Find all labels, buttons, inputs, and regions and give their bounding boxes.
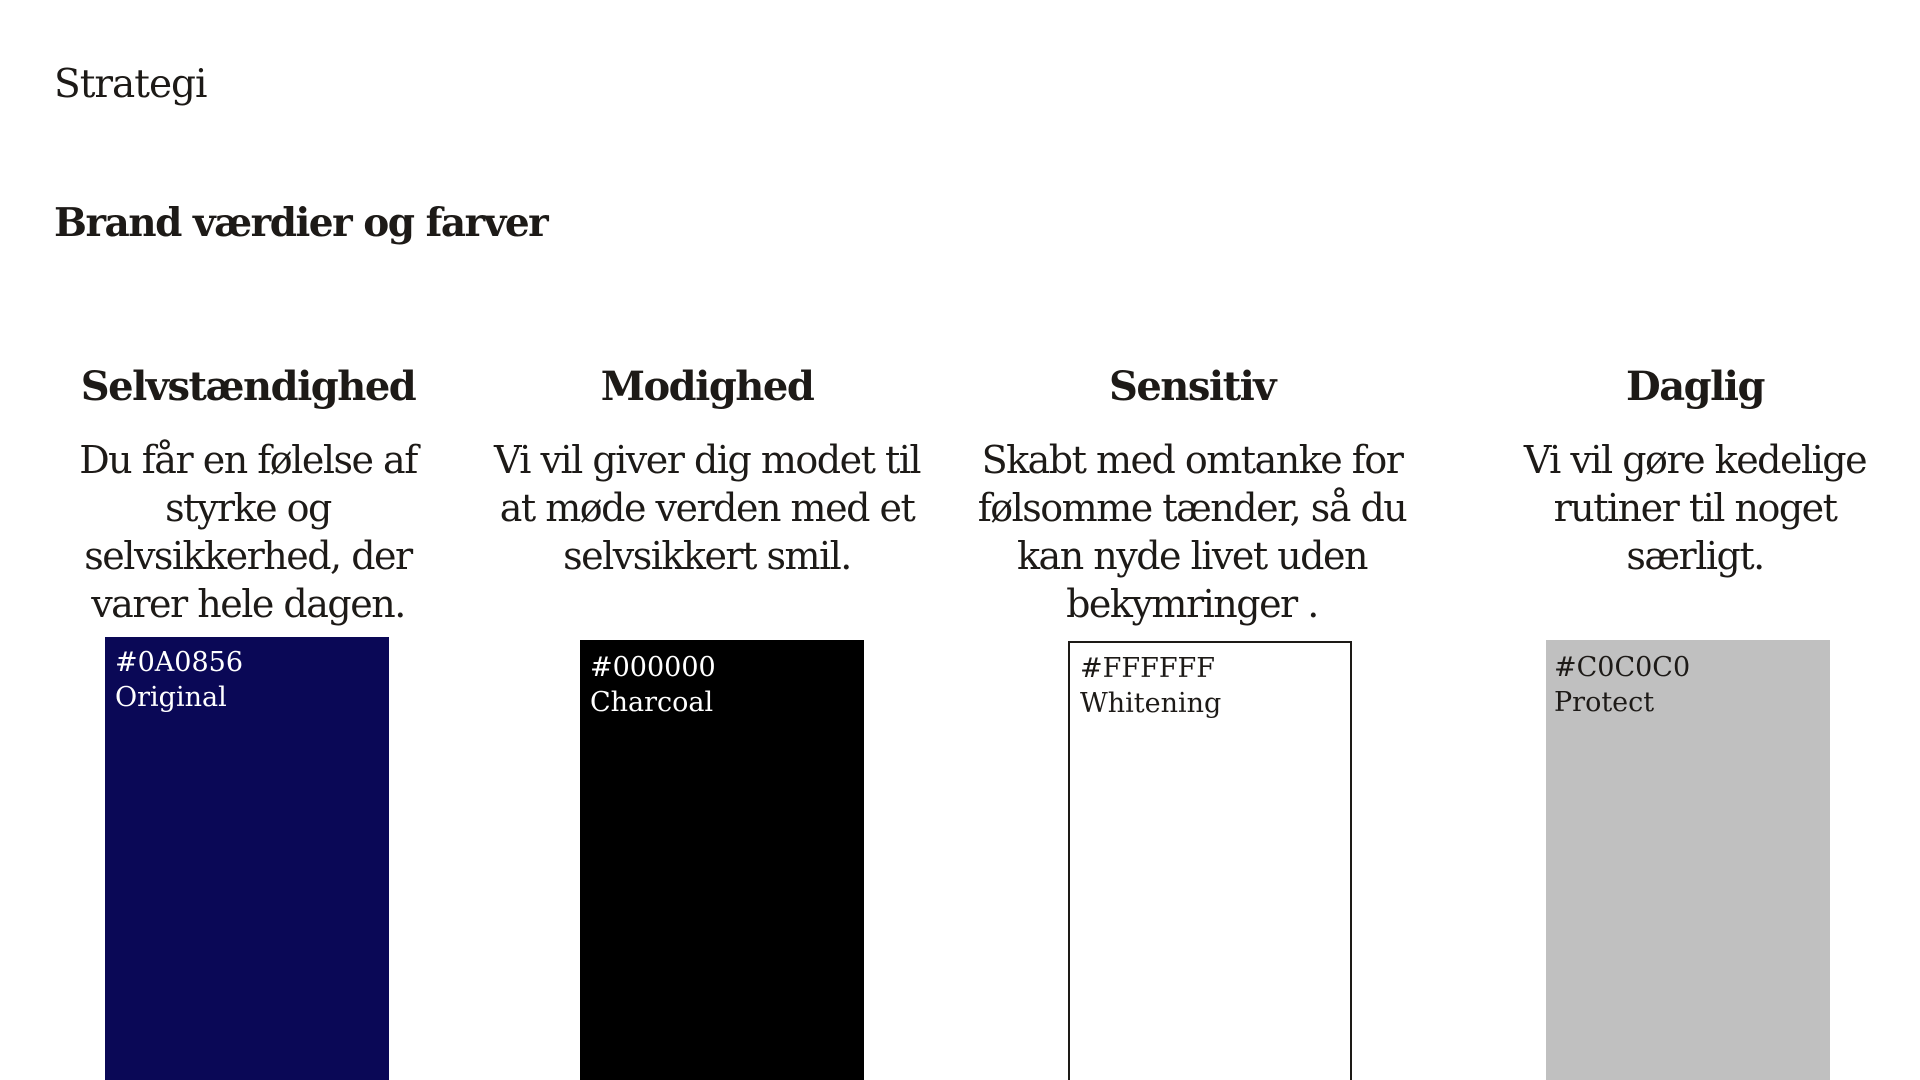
swatch-name: Protect [1554, 687, 1655, 718]
color-swatch-original [105, 637, 389, 1080]
swatch-hex: #C0C0C0 [1554, 652, 1691, 683]
value-title: Sensitiv [1108, 363, 1276, 410]
swatch-hex: #FFFFFF [1080, 653, 1216, 684]
swatch-hex: #0A0856 [115, 647, 244, 678]
value-description: Vi vil gøre kedelige rutiner til noget særligt. [1523, 438, 1867, 578]
section-label: Strategi [54, 62, 207, 107]
value-column-daglig [1520, 362, 1870, 580]
value-column-modighed [492, 362, 922, 580]
value-description: Vi vil giver dig modet til at møde verden med et selvsikkert smil. [493, 438, 921, 578]
color-swatch-protect [1546, 640, 1830, 1080]
value-column-selvstaendighed [38, 362, 458, 628]
value-title: Modighed [600, 363, 814, 410]
value-description: Du får en følelse af styrke og selvsikkerhed, der varer hele dagen. [79, 438, 417, 626]
page-title: Brand værdier og farver [54, 200, 548, 246]
value-description: Skabt med omtanke for følsomme tænder, så du kan nyde livet uden bekymringer . [977, 438, 1407, 626]
swatch-name: Whitening [1080, 688, 1222, 719]
swatch-hex: #000000 [590, 652, 716, 683]
value-column-sensitiv [952, 362, 1432, 628]
value-title: Daglig [1626, 363, 1764, 410]
value-title: Selvstændighed [80, 363, 416, 410]
swatch-name: Original [115, 682, 227, 713]
swatch-name: Charcoal [590, 687, 714, 718]
color-swatch-charcoal [580, 640, 864, 1080]
color-swatch-whitening [1068, 641, 1352, 1080]
